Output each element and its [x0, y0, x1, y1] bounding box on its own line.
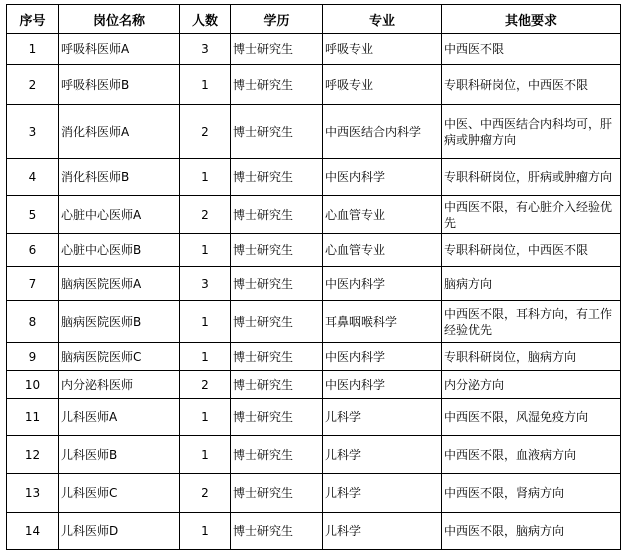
table-row [7, 371, 621, 399]
cell-count: 1 [180, 436, 231, 474]
cell-no: 12 [7, 436, 59, 474]
cell-requirement: 中医、中西医结合内科均可，肝病或肿瘤方向 [442, 105, 621, 159]
header-major: 专业 [323, 5, 442, 34]
positions-table [6, 4, 621, 550]
cell-count: 1 [180, 159, 231, 196]
cell-no: 4 [7, 159, 59, 196]
cell-no: 3 [7, 105, 59, 159]
cell-education: 博士研究生 [231, 105, 323, 159]
cell-position: 儿科医师D [59, 513, 180, 550]
cell-position: 儿科医师C [59, 474, 180, 513]
cell-no: 7 [7, 267, 59, 301]
cell-major: 呼吸专业 [323, 65, 442, 105]
cell-requirement: 中西医不限，血液病方向 [442, 436, 621, 474]
cell-count: 2 [180, 474, 231, 513]
cell-no: 1 [7, 34, 59, 65]
header-requirement: 其他要求 [442, 5, 621, 34]
cell-position: 心脏中心医师B [59, 234, 180, 267]
header-position: 岗位名称 [59, 5, 180, 34]
cell-count: 1 [180, 343, 231, 371]
cell-position: 心脏中心医师A [59, 196, 180, 234]
cell-education: 博士研究生 [231, 371, 323, 399]
cell-position: 儿科医师B [59, 436, 180, 474]
cell-major: 心血管专业 [323, 196, 442, 234]
cell-requirement: 中西医不限，有心脏介入经验优先 [442, 196, 621, 234]
cell-no: 5 [7, 196, 59, 234]
table-row [7, 267, 621, 301]
table-header-row [7, 5, 621, 34]
cell-count: 2 [180, 196, 231, 234]
cell-no: 2 [7, 65, 59, 105]
cell-position: 内分泌科医师 [59, 371, 180, 399]
cell-count: 1 [180, 65, 231, 105]
cell-position: 脑病医院医师A [59, 267, 180, 301]
table-row [7, 399, 621, 436]
cell-position: 呼吸科医师A [59, 34, 180, 65]
table-row [7, 65, 621, 105]
cell-requirement: 专职科研岗位，脑病方向 [442, 343, 621, 371]
cell-position: 消化科医师A [59, 105, 180, 159]
table-row [7, 196, 621, 234]
table-row [7, 436, 621, 474]
cell-no: 13 [7, 474, 59, 513]
cell-no: 9 [7, 343, 59, 371]
cell-education: 博士研究生 [231, 513, 323, 550]
cell-count: 1 [180, 301, 231, 343]
cell-major: 儿科学 [323, 399, 442, 436]
cell-no: 6 [7, 234, 59, 267]
cell-education: 博士研究生 [231, 65, 323, 105]
header-no: 序号 [7, 5, 59, 34]
cell-major: 儿科学 [323, 513, 442, 550]
cell-requirement: 专职科研岗位，中西医不限 [442, 234, 621, 267]
cell-no: 8 [7, 301, 59, 343]
cell-requirement: 中西医不限，肾病方向 [442, 474, 621, 513]
cell-requirement: 中西医不限，耳科方向，有工作经验优先 [442, 301, 621, 343]
cell-count: 3 [180, 267, 231, 301]
cell-position: 脑病医院医师B [59, 301, 180, 343]
cell-requirement: 脑病方向 [442, 267, 621, 301]
table-row [7, 301, 621, 343]
cell-education: 博士研究生 [231, 301, 323, 343]
cell-major: 中西医结合内科学 [323, 105, 442, 159]
cell-no: 10 [7, 371, 59, 399]
cell-education: 博士研究生 [231, 343, 323, 371]
cell-requirement: 中西医不限，脑病方向 [442, 513, 621, 550]
cell-requirement: 中西医不限，风湿免疫方向 [442, 399, 621, 436]
cell-requirement: 专职科研岗位，中西医不限 [442, 65, 621, 105]
cell-count: 1 [180, 234, 231, 267]
cell-position: 呼吸科医师B [59, 65, 180, 105]
cell-major: 儿科学 [323, 436, 442, 474]
header-education: 学历 [231, 5, 323, 34]
cell-requirement: 专职科研岗位，肝病或肿瘤方向 [442, 159, 621, 196]
table-row [7, 234, 621, 267]
cell-no: 11 [7, 399, 59, 436]
cell-position: 儿科医师A [59, 399, 180, 436]
table-row [7, 474, 621, 513]
cell-major: 中医内科学 [323, 371, 442, 399]
table-row [7, 34, 621, 65]
table-row [7, 343, 621, 371]
cell-education: 博士研究生 [231, 159, 323, 196]
cell-position: 消化科医师B [59, 159, 180, 196]
cell-major: 儿科学 [323, 474, 442, 513]
cell-major: 中医内科学 [323, 159, 442, 196]
cell-major: 中医内科学 [323, 343, 442, 371]
cell-education: 博士研究生 [231, 436, 323, 474]
cell-no: 14 [7, 513, 59, 550]
cell-requirement: 中西医不限 [442, 34, 621, 65]
cell-education: 博士研究生 [231, 234, 323, 267]
cell-count: 2 [180, 105, 231, 159]
table-row [7, 105, 621, 159]
table-row [7, 513, 621, 550]
cell-requirement: 内分泌方向 [442, 371, 621, 399]
cell-major: 耳鼻咽喉科学 [323, 301, 442, 343]
table-row [7, 159, 621, 196]
cell-count: 3 [180, 34, 231, 65]
cell-education: 博士研究生 [231, 34, 323, 65]
header-count: 人数 [180, 5, 231, 34]
cell-major: 心血管专业 [323, 234, 442, 267]
cell-education: 博士研究生 [231, 474, 323, 513]
cell-position: 脑病医院医师C [59, 343, 180, 371]
cell-count: 1 [180, 399, 231, 436]
cell-count: 2 [180, 371, 231, 399]
cell-education: 博士研究生 [231, 267, 323, 301]
cell-education: 博士研究生 [231, 399, 323, 436]
cell-count: 1 [180, 513, 231, 550]
cell-major: 呼吸专业 [323, 34, 442, 65]
cell-education: 博士研究生 [231, 196, 323, 234]
cell-major: 中医内科学 [323, 267, 442, 301]
